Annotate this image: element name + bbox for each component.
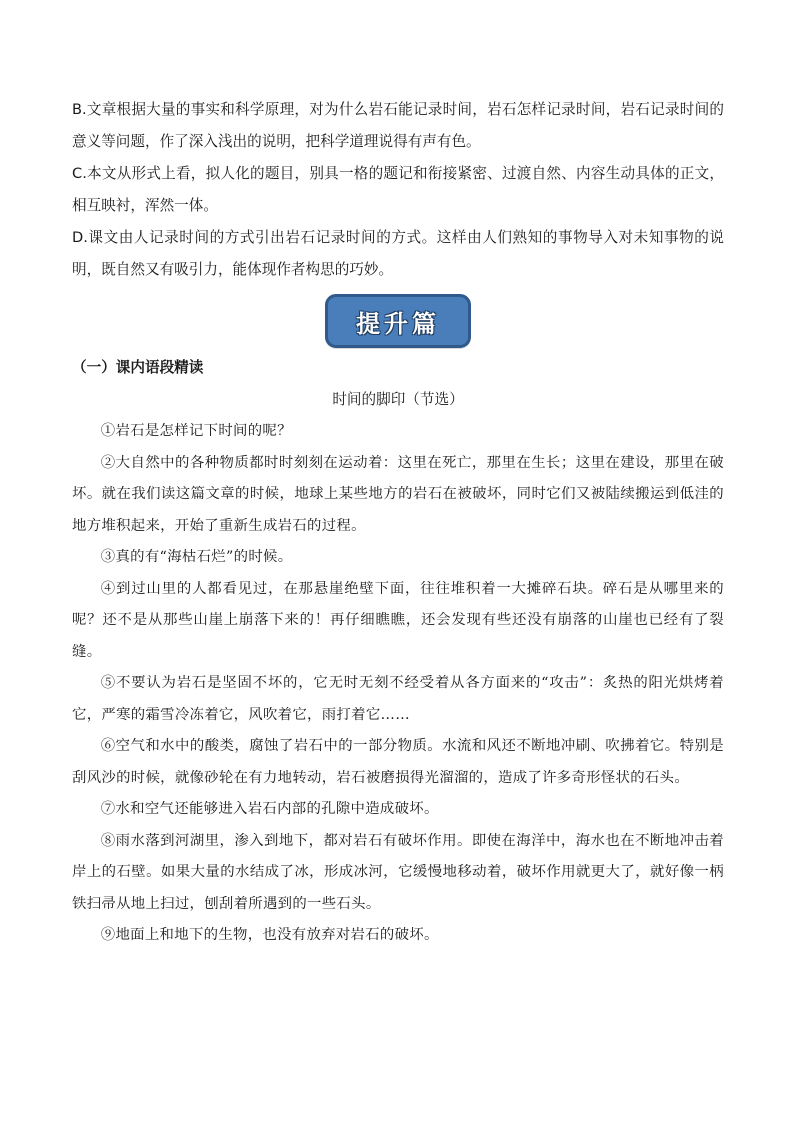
article-title: 时间的脚印（节选） (332, 391, 464, 408)
option-c: C.本文从形式上看，拟人化的题目，别具一格的题记和衔接紧密、过渡自然、内容生动具体的正文，相互映衬，浑然一体。 (72, 165, 724, 214)
paragraph-9: ⑨地面上和地下的生物，也没有放弃对岩石的破坏。 (100, 927, 439, 943)
paragraph-3: ③真的有“海枯石烂”的时候。 (100, 549, 293, 565)
section-heading: （一）课内语段精读 (72, 359, 204, 376)
paragraph-4: ④到过山里的人都看见过，在那悬崖绝壁下面，往往堆积着一大摊碎石块。碎石是从哪里来的呢？还不是从那些山崖上崩落下来的！再仔细瞧瞧，还会发现有些还没有崩落的山崖也已经有了裂缝。 (72, 580, 724, 660)
paragraph-5: ⑤不要认为岩石是坚固不坏的，它无时无刻不经受着从各方面来的“攻击”：炙热的阳光烘烤着它，严寒的霜雪冷冻着它，风吹着它，雨打着它…… (72, 675, 724, 723)
option-b: B.文章根据大量的事实和科学原理，对为什么岩石能记录时间，岩石怎样记录时间，岩石记录时间的意义等问题，作了深入浅出的说明，把科学道理说得有声有色。 (72, 101, 724, 150)
option-d: D.课文由人记录时间的方式引出岩石记录时间的方式。这样由人们熟知的事物导入对未知事物的说明，既自然又有吸引力，能体现作者构思的巧妙。 (72, 229, 724, 278)
section-banner (72, 294, 724, 348)
document-page (72, 94, 724, 952)
paragraph-8: ⑧雨水落到河湖里，渗入到地下，都对岩石有破坏作用。即使在海洋中，海水也在不断地冲击着岸上的石壁。如果大量的水结成了冰，形成冰河，它缓慢地移动着，破坏作用就更大了，就好像一柄铁扫帚从地上扫过，刨刮着所遇到的一些石头。 (72, 832, 724, 912)
paragraph-7: ⑦水和空气还能够进入岩石内部的孔隙中造成破坏。 (100, 801, 439, 817)
paragraph-6: ⑥空气和水中的酸类，腐蚀了岩石中的一部分物质。水流和风还不断地冲刷、吹拂着它。特别是刮风沙的时候，就像砂轮在有力地转动，岩石被磨损得光溜溜的，造成了许多奇形怪状的石头。 (72, 738, 724, 786)
tisheng-badge: 提升篇 (325, 294, 471, 348)
paragraph-1: ①岩石是怎样记下时间的呢？ (100, 423, 292, 439)
paragraph-2: ②大自然中的各种物质都时时刻刻在运动着：这里在死亡，那里在生长；这里在建设，那里在破坏。就在我们读这篇文章的时候，地球上某些地方的岩石在被破坏，同时它们又被陆续搬运到低洼的地方堆积起来，开始了重新生成岩石的过程。 (72, 454, 724, 534)
